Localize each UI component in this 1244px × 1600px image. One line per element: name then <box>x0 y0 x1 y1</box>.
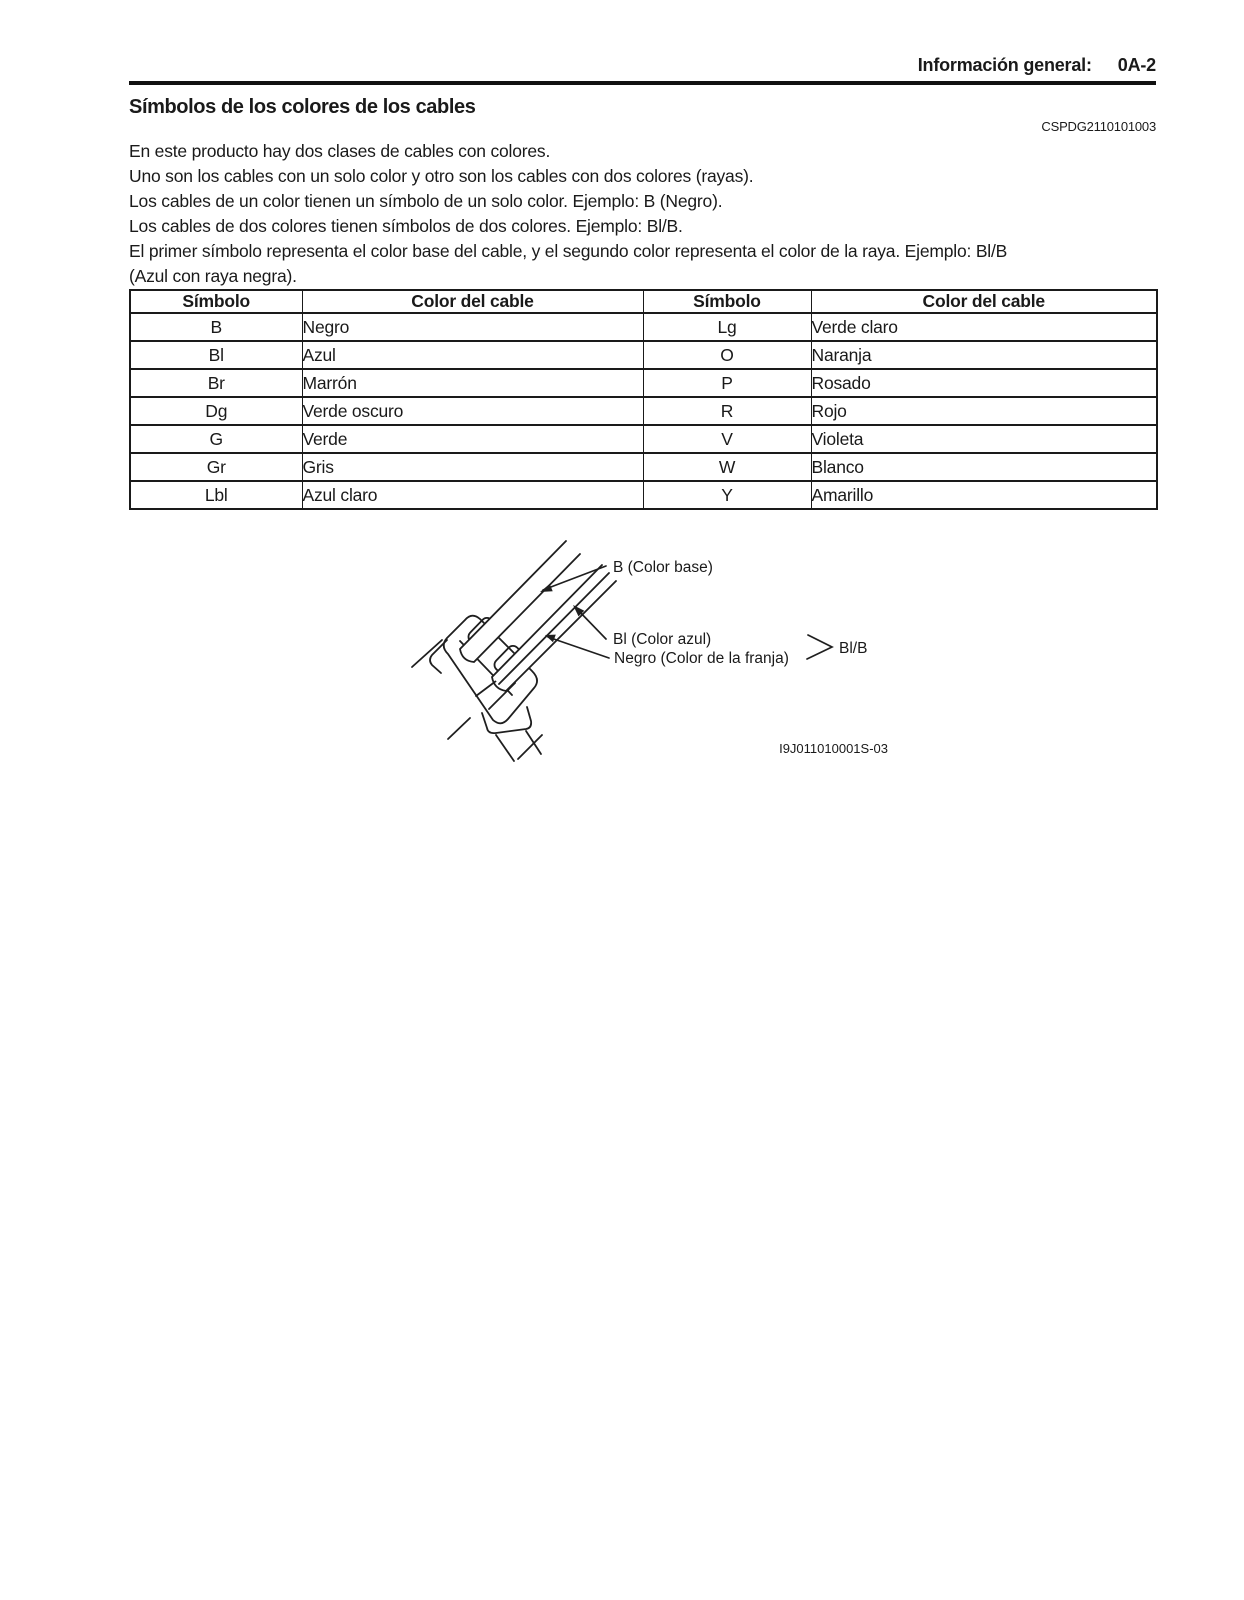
label-stripe-color: Negro (Color de la franja) <box>614 650 789 667</box>
column-header-color-1: Color del cable <box>302 290 643 313</box>
label-blue-color: Bl (Color azul) <box>613 631 712 648</box>
table-row <box>130 481 1157 509</box>
color-cell: Naranja <box>811 341 1157 369</box>
wire-connector-figure <box>390 535 910 765</box>
paragraph-line: Los cables de dos colores tienen símbolos de dos colores. Ejemplo: Bl/B. <box>129 216 683 236</box>
symbol-cell: Y <box>643 481 811 509</box>
column-header-symbol-2: Símbolo <box>643 290 811 313</box>
symbol-cell: P <box>643 369 811 397</box>
symbol-cell: R <box>643 397 811 425</box>
wire-stripe-line <box>499 573 609 684</box>
color-cell: Verde oscuro <box>302 397 643 425</box>
table-row <box>130 425 1157 453</box>
color-cell: Rojo <box>811 397 1157 425</box>
table-row <box>130 341 1157 369</box>
column-header-symbol-1: Símbolo <box>130 290 302 313</box>
column-header-color-2: Color del cable <box>811 290 1157 313</box>
symbol-cell: Lg <box>643 313 811 341</box>
symbol-cell: O <box>643 341 811 369</box>
cable-tail <box>496 735 514 761</box>
label-base-color: B (Color base) <box>613 559 713 576</box>
symbol-cell: V <box>643 425 811 453</box>
header-section-title: Información general: <box>917 55 1092 75</box>
symbol-cell: W <box>643 453 811 481</box>
table-row <box>130 369 1157 397</box>
symbol-cell: Br <box>130 369 302 397</box>
paragraph-line: Uno son los cables con un solo color y otro son los cables con dos colores (rayas). <box>129 166 754 186</box>
color-cell: Verde claro <box>811 313 1157 341</box>
paragraph-line: (Azul con raya negra). <box>129 266 297 286</box>
symbol-cell: Bl <box>130 341 302 369</box>
color-cell: Azul <box>302 341 643 369</box>
figure-code: I9J011010001S-03 <box>779 741 888 756</box>
table-row <box>130 453 1157 481</box>
paragraph-line: Los cables de un color tienen un símbolo de un solo color. Ejemplo: B (Negro). <box>129 191 723 211</box>
wire-color-table <box>129 289 1158 510</box>
bracket <box>807 635 832 659</box>
document-code: CSPDG2110101003 <box>1041 119 1156 134</box>
break-mark <box>412 640 442 667</box>
paragraph-line: En este producto hay dos clases de cables con colores. <box>129 141 551 161</box>
color-cell: Verde <box>302 425 643 453</box>
color-cell: Negro <box>302 313 643 341</box>
label-combined-symbol: Bl/B <box>839 640 868 657</box>
color-cell: Violeta <box>811 425 1157 453</box>
color-cell: Rosado <box>811 369 1157 397</box>
table-row <box>130 313 1157 341</box>
color-cell: Blanco <box>811 453 1157 481</box>
color-cell: Azul claro <box>302 481 643 509</box>
intro-paragraph <box>129 139 1169 289</box>
break-mark <box>448 718 470 739</box>
section-title: Símbolos de los colores de los cables <box>129 96 476 118</box>
header-page-number: 0A-2 <box>1117 55 1156 75</box>
page-header <box>918 55 1156 76</box>
leader-line-stripe <box>548 637 609 658</box>
symbol-cell: Lbl <box>130 481 302 509</box>
table-row <box>130 397 1157 425</box>
wire-b-fill <box>460 541 580 662</box>
table-header-row <box>130 290 1157 313</box>
symbol-cell: Dg <box>130 397 302 425</box>
connector-diagram-svg <box>390 535 910 765</box>
symbol-cell: B <box>130 313 302 341</box>
color-cell: Amarillo <box>811 481 1157 509</box>
header-divider-rule <box>129 81 1156 85</box>
symbol-cell: Gr <box>130 453 302 481</box>
paragraph-line: El primer símbolo representa el color base del cable, y el segundo color representa el color de la raya. Ejemplo: Bl/B <box>129 241 1008 261</box>
symbol-cell: G <box>130 425 302 453</box>
color-cell: Gris <box>302 453 643 481</box>
color-cell: Marrón <box>302 369 643 397</box>
